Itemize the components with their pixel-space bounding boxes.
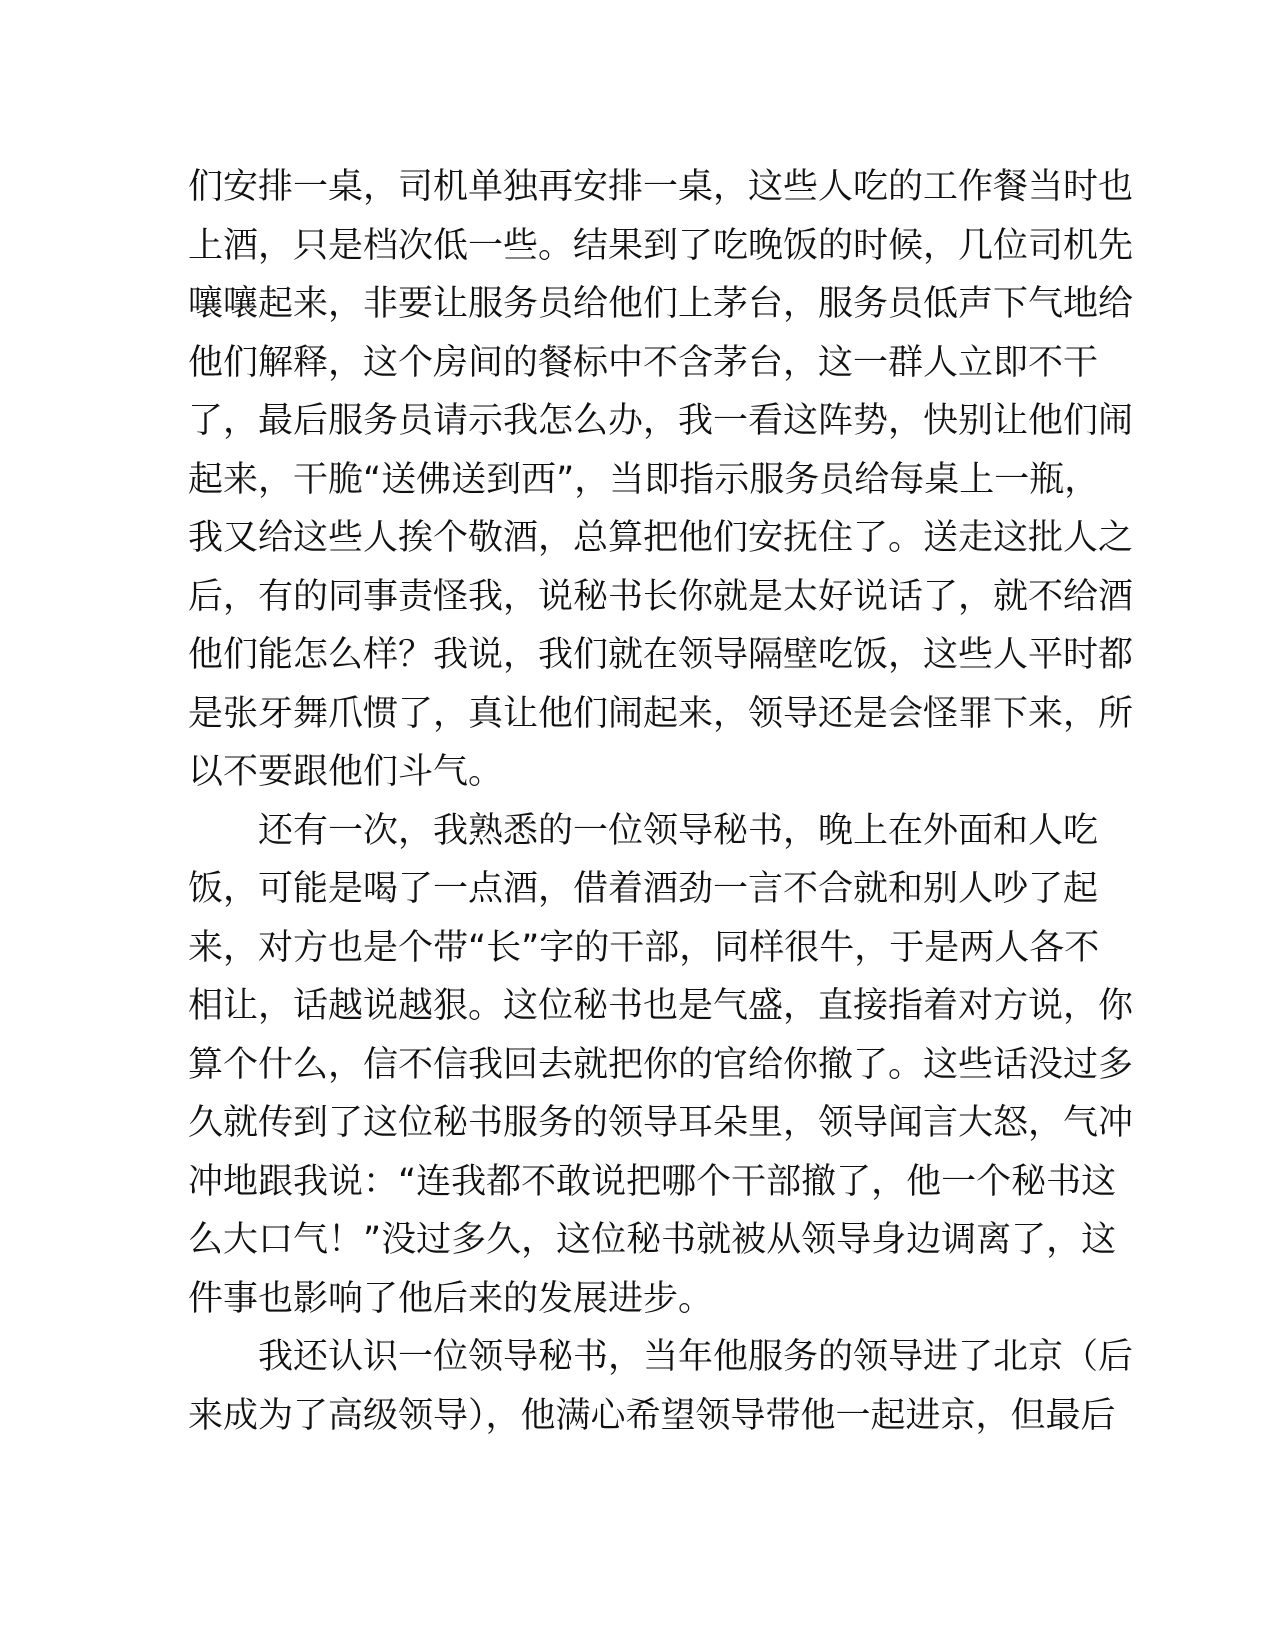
text-line: 了，最后服务员请示我怎么办，我一看这阵势，快别让他们闹 [188, 401, 1134, 441]
text-line: 后，有的同事责怪我，说秘书长你就是太好说话了，就不给酒 [188, 576, 1134, 617]
text-line: 他们能怎么样？我说，我们就在领导隔壁吃饭，这些人平时都 [188, 635, 1134, 675]
paragraph-2 [188, 802, 1134, 1329]
text-line: 以不要跟他们斗气。 [188, 752, 504, 792]
text-line: 久就传到了这位秘书服务的领导耳朵里，领导闻言大怒，气冲 [188, 1103, 1134, 1143]
paragraph-1 [188, 158, 1134, 802]
text-line: 我还认识一位领导秘书，当年他服务的领导进了北京（后 [258, 1337, 1134, 1377]
text-line: 是张牙舞爪惯了，真让他们闹起来，领导还是会怪罪下来，所 [188, 693, 1134, 734]
text-line: 相让，话越说越狠。这位秘书也是气盛，直接指着对方说，你 [188, 986, 1134, 1026]
text-line: 来，对方也是个带“长”字的干部，同样很牛，于是两人各不 [188, 927, 1100, 968]
text-line: 饭，可能是喝了一点酒，借着酒劲一言不合就和别人吵了起 [188, 869, 1099, 909]
text-line: 冲地跟我说：“连我都不敢说把哪个干部撤了，他一个秘书这 [188, 1161, 1117, 1202]
text-line: 上酒，只是档次低一些。结果到了吃晚饭的时候，几位司机先 [188, 225, 1134, 266]
text-line: 嚷嚷起来，非要让服务员给他们上茅台，服务员低声下气地给 [188, 284, 1134, 324]
text-line: 他们解释，这个房间的餐标中不含茅台，这一群人立即不干 [188, 342, 1099, 383]
text-line: 算个什么，信不信我回去就把你的官给你撤了。这些话没过多 [188, 1044, 1134, 1085]
text-line: 还有一次，我熟悉的一位领导秘书，晚上在外面和人吃 [258, 810, 1099, 851]
text-line: 我又给这些人挨个敬酒，总算把他们安抚住了。送走这批人之 [188, 518, 1134, 558]
text-line: 么大口气！”没过多久，这位秘书就被从领导身边调离了，这 [188, 1220, 1117, 1260]
document-body [188, 158, 1134, 1445]
paragraph-3 [188, 1328, 1134, 1445]
text-line: 起来，干脆“送佛送到西”，当即指示服务员给每桌上一瓶， [188, 459, 1100, 500]
text-line: 来成为了高级领导），他满心希望领导带他一起进京，但最后 [188, 1395, 1116, 1436]
text-line: 们安排一桌，司机单独再安排一桌，这些人吃的工作餐当时也 [188, 167, 1134, 207]
text-line: 件事也影响了他后来的发展进步。 [188, 1278, 714, 1319]
